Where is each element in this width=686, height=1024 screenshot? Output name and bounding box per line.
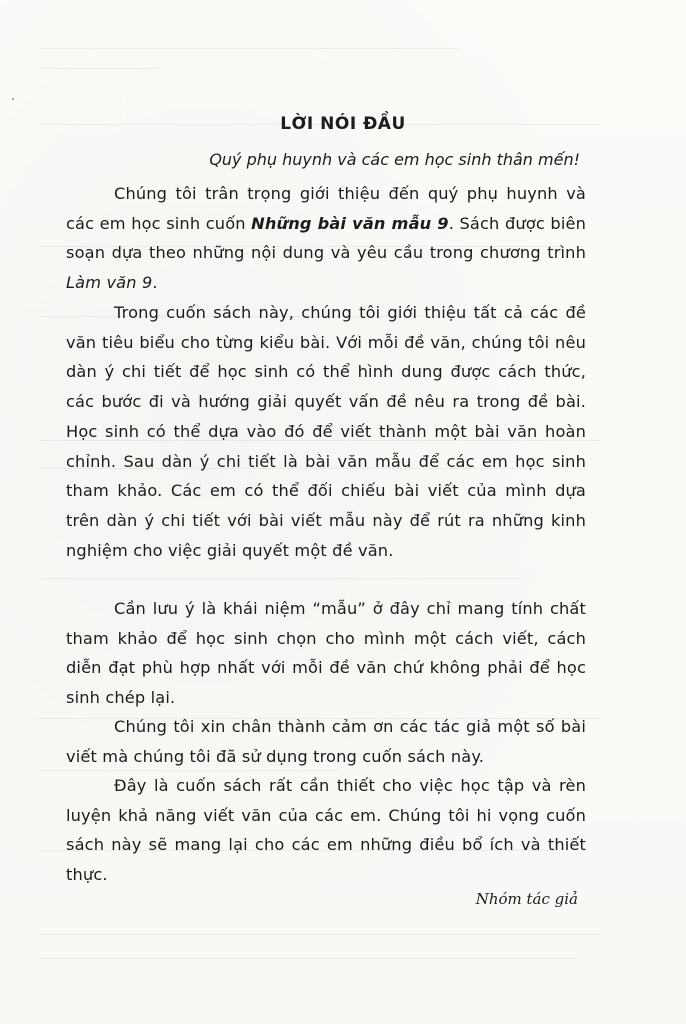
- paragraph-4: Chúng tôi xin chân thành cảm ơn các tác giả một số bài viết mà chúng tôi đã sử dụng trong cuốn sách này.: [66, 717, 586, 766]
- paragraph-1-text-after: .: [152, 273, 158, 293]
- paragraph-1-text-before: Chúng tôi trân trọng giới thiệu đến quý phụ huynh và các em học sinh cuốn: [66, 184, 586, 233]
- book-title: Những bài văn mẫu 9: [251, 213, 449, 233]
- bleed-through-line: [40, 958, 580, 959]
- paragraph-5: Đây là cuốn sách rất cần thiết cho việc học tập và rèn luyện khả năng viết văn của các em. Chúng tôi hi vọng cuốn sách này sẽ mang lại cho các em những điều bổ ích và thiết thực.: [66, 776, 586, 885]
- bleed-through-line: [40, 48, 460, 49]
- paragraph-3: Cần lưu ý là khái niệm “mẫu” ở đây chỉ mang tính chất tham khảo để học sinh chọn cho mình một cách viết, cách diễn đạt phù hợp nhất với mỗi đề văn chứ không phải để học sinh chép lại.: [66, 599, 586, 708]
- salutation: Quý phụ huynh và các em học sinh thân mến!: [209, 150, 580, 169]
- paragraph-1-text-middle: . Sách được biên soạn dựa theo những nội dung và yêu cầu trong chương trình: [66, 213, 586, 263]
- bleed-through-line: [40, 578, 520, 579]
- page-title: LỜI NÓI ĐẦU: [280, 114, 406, 134]
- speck: [12, 98, 14, 100]
- bleed-through-line: [40, 934, 600, 935]
- course-name: Làm văn 9: [66, 273, 153, 293]
- paragraph-1: [66, 179, 586, 298]
- paragraph-2: Trong cuốn sách này, chúng tôi giới thiệu tất cả các đề văn tiêu biểu cho từng kiểu bài. Với mỗi đề văn, chúng tôi nêu dàn ý chi tiết để học sinh có thể hình dung được cách thức, các bước đi và hướng giải quyết vấn đề nêu ra trong đề bài. Học sinh có thể dựa vào đó để viết thành một bài văn hoàn chỉnh. Sau dàn ý chi tiết là bài văn mẫu để các em học sinh tham khảo. Các em có thể đối chiếu bài viết của mình dựa trên dàn ý chi tiết với bài viết mẫu này để rút ra những kinh nghiệm cho việc giải quyết một đề văn.: [66, 303, 586, 560]
- bleed-through-line: [40, 68, 160, 69]
- signature: Nhóm tác giả: [475, 890, 578, 908]
